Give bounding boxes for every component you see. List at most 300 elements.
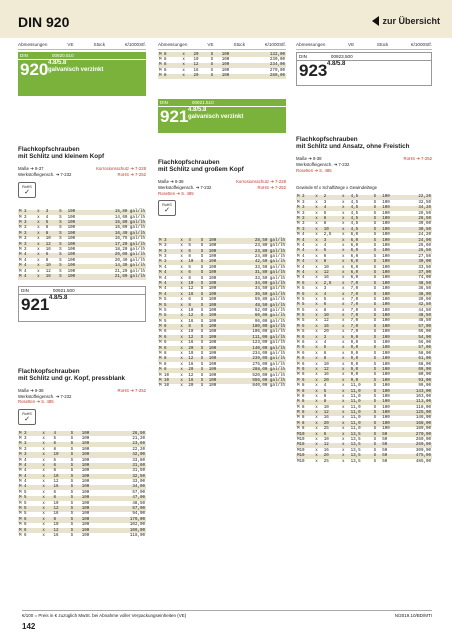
table-cell: S <box>373 459 377 464</box>
table-cell: M 4 <box>297 243 305 248</box>
table-cell: x <box>315 222 318 227</box>
product-number: 921 <box>21 294 50 314</box>
table-cell: 100 <box>381 335 399 340</box>
table-cell: S <box>200 292 208 297</box>
table-cell: S <box>373 287 377 292</box>
table-cell: S <box>373 357 382 362</box>
table-cell: 16 <box>323 276 329 281</box>
table-cell: x <box>179 303 187 308</box>
table-cell: M 3 <box>19 248 27 253</box>
table-cell: 6 <box>323 351 327 356</box>
table-cell: 100 <box>208 352 217 357</box>
table-cell: M 4 <box>159 287 167 292</box>
table-cell: x <box>315 341 318 346</box>
rohs-badge: RoHS ✓ <box>158 200 176 216</box>
table-cell: 100 <box>382 362 390 367</box>
table-cell: x <box>341 362 345 367</box>
table-cell: 6,0 <box>350 238 373 243</box>
table-cell: M 4 <box>158 292 179 297</box>
table-cell: 3 <box>45 210 58 215</box>
table-cell: 80,00 <box>418 373 431 378</box>
table-cell: M 8 <box>297 416 305 421</box>
table-cell: 100 <box>67 210 85 215</box>
table-cell: x <box>179 270 187 275</box>
table-cell: 8 <box>45 231 58 236</box>
table-cell: x <box>37 248 40 253</box>
table-cell: S <box>373 416 377 421</box>
table-cell: 7,0 <box>350 292 373 297</box>
table-cell: 100 <box>381 303 399 308</box>
table-cell: S <box>200 287 204 292</box>
table-cell: 16 <box>323 324 341 329</box>
table-cell: 20 <box>192 52 209 57</box>
table-cell: x <box>180 298 183 303</box>
table-cell: 100 <box>208 276 217 281</box>
table-cell: 100 <box>208 384 217 389</box>
material: 4.8/5.8 <box>327 61 346 67</box>
table-cell: 4,5 <box>350 222 359 227</box>
table-cell: 100 <box>382 427 390 432</box>
table-cell: 10 <box>53 501 59 506</box>
table-cell: x <box>315 459 318 464</box>
table-cell: 16 <box>193 68 199 73</box>
table-cell: 9,0 <box>350 341 359 346</box>
table-cell: x <box>314 249 323 254</box>
table-cell: 100 <box>382 287 390 292</box>
table-cell: 20 <box>323 330 329 335</box>
table-cell: M 8 <box>296 421 314 426</box>
table-cell: S <box>200 265 204 270</box>
thread-note: Gewinde 6f x Schaftlänge x Gewindelänge <box>296 185 377 191</box>
column-1 <box>18 42 146 539</box>
table-cell: x <box>314 238 323 243</box>
table-cell: 11,0 <box>350 410 373 415</box>
din-label: DIN <box>21 287 29 293</box>
table-cell: 4,5 <box>350 200 359 205</box>
table-cell: x <box>314 389 323 394</box>
table-cell: 520,00 gal/lh <box>252 373 285 378</box>
table-cell: 10 <box>188 352 194 357</box>
table-cell: 21,60 gal/lh <box>85 274 146 279</box>
table-cell: 10 <box>323 265 329 270</box>
table-cell: 100 <box>381 378 399 383</box>
table-cell: M10 <box>296 454 314 459</box>
table-cell: x <box>179 324 187 329</box>
table-cell: S <box>59 226 62 231</box>
table-cell: M 5 <box>159 319 167 324</box>
table-921-cont <box>158 52 286 79</box>
table-cell: 6 <box>45 226 49 231</box>
table-cell: M 5 <box>296 313 314 318</box>
table-cell: 10 <box>323 438 329 443</box>
price-note: €/100 = Preis in € zuzüglich MwSt. bei Abnahme voller Verpackungseinheiten (VE) <box>22 613 187 618</box>
table-cell: x <box>314 292 323 297</box>
table-cell: x <box>341 357 350 362</box>
table-cell: S <box>373 238 382 243</box>
table-cell: S <box>373 265 377 270</box>
table-cell: 100 <box>382 308 390 313</box>
table-cell: 17,20 gal/lh <box>85 242 146 247</box>
table-cell: M 6 <box>159 341 167 346</box>
table-cell: S <box>373 427 377 432</box>
table-cell: 9,0 <box>350 373 359 378</box>
table-cell: x <box>341 378 350 383</box>
table-cell: x <box>179 378 187 383</box>
table-cell: S <box>59 237 62 242</box>
table-cell: 42,50 gal/lh <box>225 260 286 265</box>
table-cell: 34,00 gal/lh <box>225 281 286 286</box>
table-cell: x <box>341 200 345 205</box>
table-cell: 54,00 <box>399 335 432 340</box>
col-ve: VE <box>67 42 74 47</box>
table-cell: x <box>36 231 45 236</box>
table-cell: x <box>315 394 318 399</box>
table-cell: 12 <box>52 528 69 533</box>
table-cell: M 5 <box>159 298 167 303</box>
table-cell: 5 <box>323 211 327 216</box>
table-cell: x <box>341 438 345 443</box>
table-cell: S <box>200 335 208 340</box>
table-cell: x <box>341 335 350 340</box>
table-cell: 2 <box>323 195 341 200</box>
table-cell: 12 <box>52 506 69 511</box>
table-row <box>158 384 286 389</box>
table-cell: 100 <box>382 405 390 410</box>
table-cell: S <box>373 394 377 399</box>
din-code: 00921.510 <box>191 99 214 105</box>
table-cell: 146,00 <box>415 416 431 421</box>
table-cell: x <box>41 452 52 457</box>
table-cell: x <box>315 243 318 248</box>
table-cell: 100 <box>381 227 399 232</box>
table-cell: 6 <box>187 249 199 254</box>
table-cell: 475,00 <box>399 454 432 459</box>
table-cell: M 3 <box>158 260 179 265</box>
table-cell: M 4 <box>18 485 41 490</box>
table-cell: 9,0 <box>350 378 373 383</box>
column-2 <box>158 42 286 389</box>
table-cell: M 5 <box>19 512 27 517</box>
table-cell: M 3 <box>159 255 167 259</box>
table-cell: M 4 <box>158 270 179 275</box>
table-cell: 50 <box>381 432 399 437</box>
table-cell: M 8 <box>158 368 179 373</box>
table-cell: 7,0 <box>350 281 373 286</box>
table-cell: S <box>58 210 67 215</box>
table-cell: 74,00 <box>418 276 431 281</box>
table-cell: 31,80 gal/lh <box>225 270 286 275</box>
table-cell: S <box>70 458 74 463</box>
table-cell: 12 <box>188 287 194 292</box>
din-label: DIN <box>160 99 168 105</box>
table-cell: x <box>37 226 40 231</box>
table-cell: x <box>42 490 45 495</box>
table-cell: S <box>200 298 204 303</box>
table-cell: S <box>70 485 81 490</box>
table-cell: 100 <box>208 260 225 265</box>
product-title-920: Flachkopfschrauben mit Schlitz und kleinem Kopf <box>18 146 105 161</box>
table-cell: 48,50 <box>132 501 145 506</box>
table-cell: 13,5 <box>350 454 373 459</box>
table-cell: M 6 <box>18 528 41 533</box>
table-cell: S <box>373 243 377 248</box>
table-cell: 6,0 <box>350 270 373 275</box>
table-cell: 33,50 <box>418 265 431 270</box>
table-cell: 6 <box>323 303 341 308</box>
table-cell: M 6 <box>296 367 314 372</box>
table-cell: x <box>42 436 45 441</box>
table-cell: 6,0 <box>350 276 359 281</box>
table-cell: 4 <box>45 215 49 220</box>
table-cell: M 6 <box>296 346 314 351</box>
din-code: 00921.500 <box>52 287 75 293</box>
table-cell: 31,60 <box>104 463 146 468</box>
table-cell: 100 <box>67 253 85 258</box>
table-920 <box>18 210 146 280</box>
table-cell: x <box>180 352 183 357</box>
table-cell: 168,00 <box>399 421 432 426</box>
table-cell: 100 <box>381 389 399 394</box>
table-cell: M 4 <box>18 253 36 258</box>
table-cell: S <box>373 216 382 221</box>
table-cell: x <box>315 287 318 292</box>
table-cell: x <box>314 357 323 362</box>
product-meta-923: Maße ➔ 8-38 RoHS ➔ 7-252 Werkstoffeigensch. ➔ 7-232 Rosetten ➔ S. 485 <box>296 156 432 173</box>
table-cell: S <box>70 496 81 501</box>
table-cell: 4 <box>323 206 341 211</box>
table-cell: 30,00 <box>399 259 432 264</box>
table-cell: x <box>36 264 45 269</box>
table-cell: M 4 <box>297 265 305 270</box>
table-cell: x <box>341 270 350 275</box>
table-cell: x <box>341 330 345 335</box>
col-stk: Stück <box>93 42 106 47</box>
table-cell: 24,20 <box>418 233 431 238</box>
rohs-badge: RoHS ✓ <box>18 182 36 198</box>
table-cell: x <box>341 265 345 270</box>
table-cell: 5 <box>188 265 191 270</box>
table-cell: x <box>179 335 187 340</box>
table-cell: 21,20 <box>132 436 145 441</box>
table-cell: x <box>315 200 318 205</box>
table-cell: x <box>341 416 345 421</box>
table-cell: 100 <box>208 314 225 319</box>
table-cell: M 3 <box>296 227 314 232</box>
table-cell: x <box>41 496 52 501</box>
table-cell: x <box>341 410 350 415</box>
table-cell: 11,0 <box>350 394 361 399</box>
table-cell: 8 <box>188 276 191 281</box>
table-cell: M 6 <box>296 335 314 340</box>
table-cell: 176,00 <box>104 517 146 522</box>
table-cell: x <box>315 384 318 389</box>
table-cell: M 6 <box>297 362 305 367</box>
table-cell: S <box>70 512 74 517</box>
table-cell: 260,00 <box>399 443 432 448</box>
table-cell: 20 <box>323 378 341 383</box>
product-image-920 <box>18 96 146 142</box>
table-cell: x <box>315 276 318 281</box>
table-cell: 4 <box>323 243 327 248</box>
table-cell: x <box>315 265 318 270</box>
table-cell: S <box>373 421 382 426</box>
table-cell: S <box>373 222 377 227</box>
table-cell: 100 <box>67 248 76 253</box>
table-cell: S <box>70 501 74 506</box>
finish: galvanisch verzinkt <box>48 67 104 73</box>
table-cell: 36,50 gal/lh <box>225 292 286 297</box>
table-cell: 100 <box>382 297 390 302</box>
table-cell: 485,00 <box>415 459 431 464</box>
table-cell: 12 <box>187 335 199 340</box>
table-cell: M 8 <box>296 389 314 394</box>
table-cell: S <box>373 373 377 378</box>
table-cell: x <box>36 210 45 215</box>
table-cell: 100 <box>381 292 399 297</box>
table-cell: 57,00 <box>399 324 432 329</box>
table-cell: S <box>373 384 377 389</box>
table-cell: S <box>200 324 208 329</box>
table-cell: x <box>315 254 318 259</box>
table-cell: 16 <box>323 373 329 378</box>
table-cell: M 3 <box>296 216 314 221</box>
table-cell: 100 <box>221 68 230 73</box>
table-cell: x <box>341 249 350 254</box>
table-cell: S <box>70 436 74 441</box>
table-cell: 100 <box>208 298 217 303</box>
table-cell: 100 <box>208 292 225 297</box>
table-cell: x <box>341 211 345 216</box>
table-cell: 12 <box>45 269 51 274</box>
table-921 <box>158 238 286 389</box>
table-cell: x <box>41 463 52 468</box>
table-cell: 8 <box>323 259 341 264</box>
table-cell: 140,00 gal/lh <box>225 346 286 351</box>
table-cell: x <box>341 394 345 399</box>
table-cell: S <box>58 264 67 269</box>
table-cell: M 4 <box>19 458 27 463</box>
table-cell: S <box>200 368 208 373</box>
table-cell: 100 <box>382 265 390 270</box>
table-cell: 103,00 <box>415 394 431 399</box>
table-cell: 32,50 <box>418 200 431 205</box>
table-cell: S <box>373 367 382 372</box>
table-cell: 10 <box>188 308 194 313</box>
table-cell: 25 <box>323 427 329 432</box>
table-cell: x <box>341 367 350 372</box>
table-cell: x <box>41 474 52 479</box>
table-cell: 10 <box>188 330 194 335</box>
table-cell: 5 <box>53 458 56 463</box>
table-cell: 840,00 gal/lh <box>252 384 285 389</box>
table-cell: 288,00 gal/lh <box>225 368 286 373</box>
table-cell: x <box>341 195 350 200</box>
table-cell: 30,50 <box>399 227 432 232</box>
table-cell: M 6 <box>296 357 314 362</box>
table-cell: 100 <box>81 452 104 457</box>
table-cell: 7,0 <box>350 330 359 335</box>
table-cell: 16 <box>53 533 59 538</box>
table-cell: x <box>315 233 318 238</box>
table-cell: 10 <box>193 58 199 63</box>
table-cell: 8 <box>53 447 56 452</box>
table-cell: 34,00 <box>104 485 146 490</box>
table-cell: 3 <box>323 200 327 205</box>
table-cell: x <box>315 308 318 313</box>
table-cell: 100 <box>81 485 104 490</box>
table-cell: S <box>373 233 377 238</box>
table-cell: x <box>315 319 318 324</box>
table-cell: 100 <box>382 254 390 259</box>
table-cell: 16 <box>187 292 199 297</box>
table-cell: 100 <box>67 215 76 220</box>
table-cell: 9,0 <box>350 362 359 367</box>
table-cell: x <box>42 447 45 452</box>
table-cell: 4 <box>323 384 327 389</box>
product-title-923: Flachkopfschrauben mit Schlitz und Ansatz, ohne Freistich <box>296 136 410 151</box>
table-cell: x <box>315 211 318 216</box>
page-number: 142 <box>22 622 36 631</box>
table-cell: 5 <box>323 346 341 351</box>
table-cell: 8 <box>52 496 69 501</box>
table-cell: S <box>70 528 81 533</box>
table-cell: S <box>200 330 204 335</box>
table-cell: 93,00 <box>399 378 432 383</box>
table-cell: 37,00 <box>399 270 432 275</box>
table-cell: 100 <box>382 243 390 248</box>
table-cell: M 3 <box>297 211 305 216</box>
table-923 <box>296 195 432 465</box>
table-cell: 12 <box>323 270 341 275</box>
table-cell: 25 <box>323 459 329 464</box>
product-meta-921: Maße ➔ 8-38 Korrosionsschutz ➔ 7-228 Werkstoffeigensch. ➔ 7-232 RoHS ➔ 7-252 Rosetten ➔ S. 485 <box>158 179 286 196</box>
table-cell: M 4 <box>297 233 305 238</box>
table-cell: S <box>70 442 81 447</box>
table-cell: 50 <box>382 438 388 443</box>
table-cell: 100 <box>67 264 85 269</box>
table-cell: x <box>315 297 318 302</box>
table-cell: S <box>373 259 382 264</box>
table-cell: S <box>200 352 204 357</box>
table-cell: 100 <box>208 378 225 383</box>
table-cell: 100 <box>208 281 225 286</box>
table-cell: 100 <box>382 330 390 335</box>
table-cell: 100 <box>382 276 390 281</box>
col-dim: Abmessungen <box>18 42 48 47</box>
table-cell: x <box>42 512 45 517</box>
table-cell: x <box>341 373 345 378</box>
table-cell: M 6 <box>296 378 314 383</box>
table-cell: 6 <box>323 254 327 259</box>
table-cell: x <box>314 443 323 448</box>
table-cell: 100 <box>81 523 90 528</box>
table-cell: x <box>341 281 350 286</box>
table-cell: x <box>42 480 45 485</box>
back-to-overview-link[interactable] <box>372 16 440 26</box>
table-cell: 4 <box>323 292 341 297</box>
table-cell: x <box>179 346 187 351</box>
table-cell: 10 <box>187 260 199 265</box>
table-cell: M 4 <box>297 276 305 281</box>
table-cell: 16 <box>52 485 69 490</box>
table-cell: M 8 <box>297 384 305 389</box>
table-cell: S <box>200 249 208 254</box>
table-cell: 4 <box>187 238 199 243</box>
table-cell: M 3 <box>19 447 27 452</box>
table-cell: 10 <box>323 362 329 367</box>
table-cell: x <box>314 227 323 232</box>
table-cell: 4 <box>323 341 327 346</box>
